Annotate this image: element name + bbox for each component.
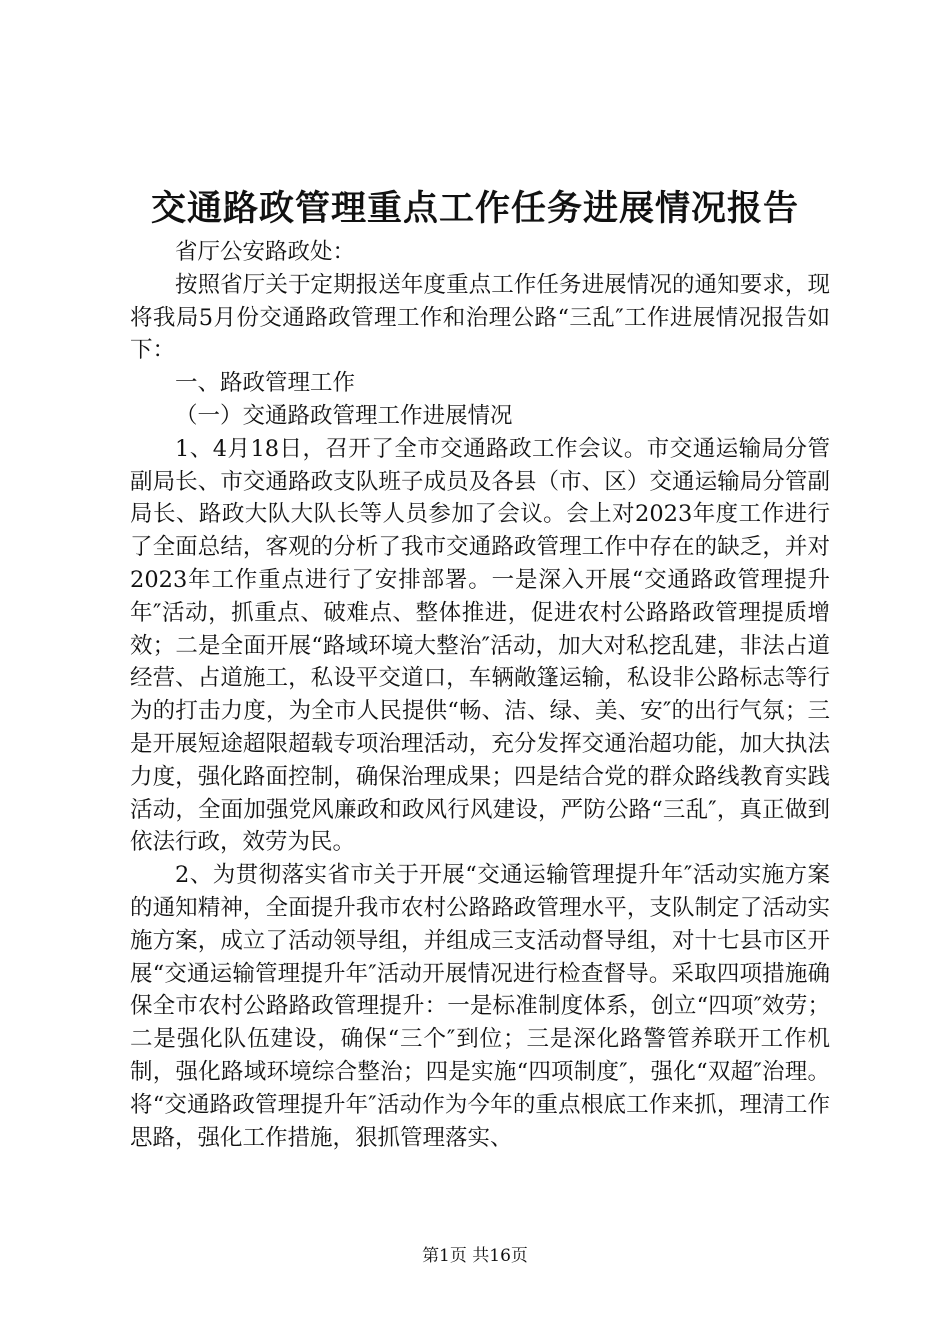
section-heading: 一、路政管理工作 bbox=[175, 370, 356, 397]
subsection-heading: （一）交通路政管理工作进展情况 bbox=[175, 402, 513, 429]
page-number-footer: 第1页 共16页 bbox=[422, 1246, 528, 1266]
addressee-line: 省厅公安路政处： bbox=[175, 239, 356, 265]
document-title: 交通路政管理重点工作任务进展情况报告 bbox=[150, 188, 799, 229]
body-paragraph-2: 2、为贯彻落实省市关于开展“交通运输管理提升年″活动实施方案的通知精神，全面提升我市农村公路路政管理水平，支队制定了活动实施方案，成立了活动领导组，并组成三支活动督导组，对十七县市区开展“交通运输管理提升年″活动开展情况进行检查督导。采取四项措施确保全市农村公路路政管理提升：一是标准制度体系，创立“四项″效劳；二是强化队伍建设，确保“三个″到位；三是深化路警管养联开工作机制，强化路域环境综合整治；四是实施“四项制度″，强化“双超″治理。将“交通路政管理提升年″活动作为今年的重点根底工作来抓，理清工作思路，强化工作措施，狠抓管理落实、 bbox=[130, 862, 830, 1151]
intro-paragraph: 按照省厅关于定期报送年度重点工作任务进展情况的通知要求，现将我局5月份交通路政管理工作和治理公路“三乱″工作进展情况报告如下： bbox=[130, 271, 830, 364]
body-paragraph-1: 1、4月18日，召开了全市交通路政工作会议。市交通运输局分管副局长、市交通路政支队班子成员及各县（市、区）交通运输局分管副局长、路政大队大队长等人员参加了会议。会上对2023年度工作进行了全面总结，客观的分析了我市交通路政管理工作中存在的缺乏，并对2023年工作重点进行了安排部署。一是深入开展“交通路政管理提升年″活动，抓重点、破难点、整体推进，促进农村公路路政管理提质增效；二是全面开展“路域环境大整治″活动，加大对私挖乱建，非法占道经营、占道施工，私设平交道口，车辆敞篷运输，私设非公路标志等行为的打击力度，为全市人民提供“畅、洁、绿、美、安″的出行气氛；三是开展短途超限超载专项治理活动，充分发挥交通治超功能，加大执法力度，强化路面控制，确保治理成果；四是结合党的群众路线教育实践活动，全面加强党风廉政和政风行风建设，严防公路“三乱″，真正做到依法行政，效劳为民。 bbox=[130, 435, 830, 856]
document-body bbox=[130, 236, 830, 1154]
